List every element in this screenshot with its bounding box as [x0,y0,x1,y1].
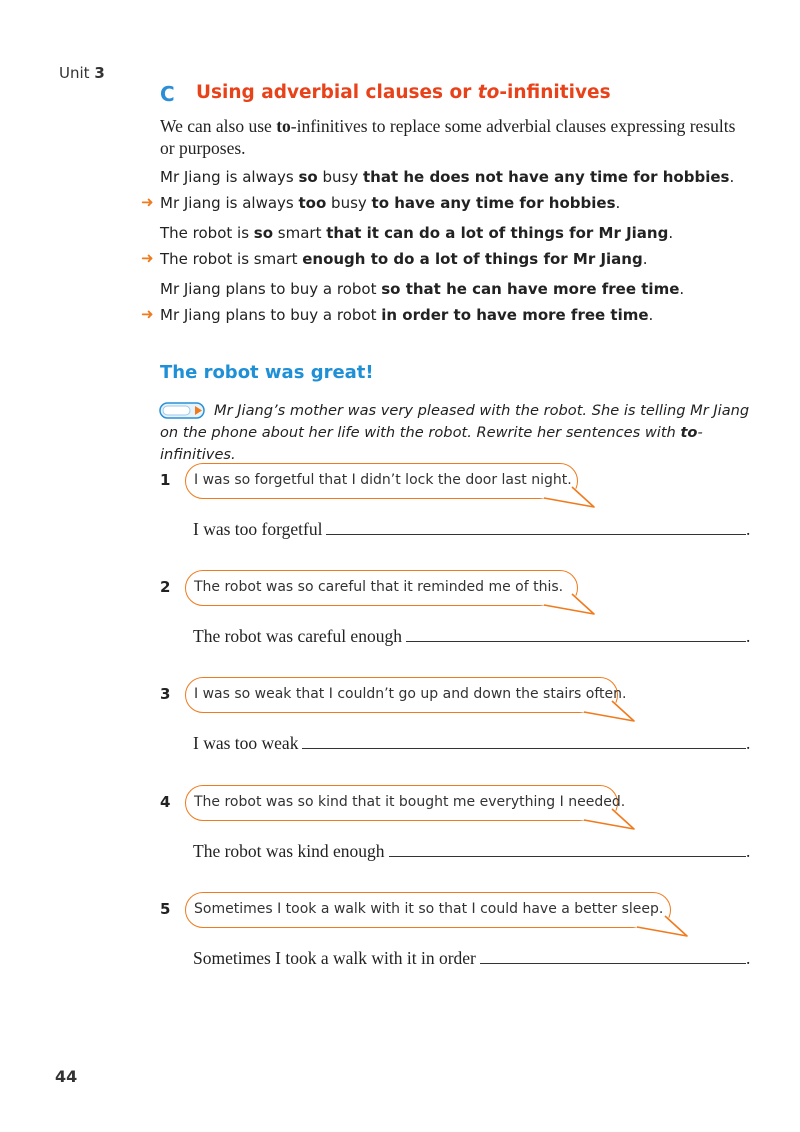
speech-bubble-tail [578,697,648,727]
answer-blank-input[interactable] [406,627,746,642]
answer-end: . [746,733,751,753]
example-bold-part: that it can do a lot of things for Mr Jiang [326,224,669,242]
speech-bubble-tail [631,912,701,942]
example-part: busy [317,168,363,186]
answer-line [193,841,750,862]
answer-end: . [746,948,751,968]
example-sentence [160,194,620,212]
unit-number: 3 [94,64,105,82]
answer-end: . [746,519,751,539]
speech-bubble: The robot was so kind that it bought me everything I needed. [185,785,618,821]
speech-bubble: Sometimes I took a walk with it so that I could have a better sleep. [185,892,671,928]
answer-stem: I was too weak [193,733,299,753]
answer-line [193,626,750,647]
answer-line [193,948,750,969]
example-part: The robot is [160,224,254,242]
speech-bubble: The robot was so careful that it reminded me of this. [185,570,578,606]
example-bold-part: too [298,194,327,212]
example-bold-part: that he does not have any time for hobbies [363,168,730,186]
example-part: Mr Jiang plans to buy a robot [160,280,382,298]
answer-line [193,519,750,540]
answer-blank-input[interactable] [480,949,746,964]
example-part: smart [273,224,327,242]
example-part: . [668,224,674,242]
example-sentence [160,280,684,298]
example-part: . [729,168,735,186]
example-part: . [679,280,685,298]
instruction-text: Mr Jiang’s mother was very pleased with the robot. She is telling Mr Jiang on the phone about her life with the robot. Rewrite her sentences with to-infinitives. [160,402,750,463]
example-sentence [160,250,648,268]
answer-blank-input[interactable] [326,520,746,535]
answer-stem: The robot was careful enough [193,626,402,646]
example-bold-part: so that he can have more free time [381,280,680,298]
answer-stem: I was too forgetful [193,519,323,539]
answer-blank-input[interactable] [302,734,746,749]
question-number: 3 [160,685,171,703]
example-sentence [160,168,734,186]
example-bold-part: to have any time for hobbies [371,194,616,212]
example-part: Mr Jiang is always [160,194,299,212]
speech-bubble: I was so forgetful that I didn’t lock the door last night. [185,463,578,499]
speech-bubble: I was so weak that I couldn’t go up and down the stairs often. [185,677,618,713]
page-number: 44 [55,1067,78,1086]
answer-end: . [746,626,751,646]
arrow-icon: ➜ [141,249,154,267]
activity-title: The robot was great! [160,362,374,383]
unit-label: Unit 3 [59,64,105,82]
example-bold-part: so [253,224,274,242]
example-bold-part: so [298,168,318,186]
answer-stem: The robot was kind enough [193,841,385,861]
example-part: . [642,250,648,268]
question-number: 4 [160,793,171,811]
intro-text: We can also use to-infinitives to replace some adverbial clauses expressing results or purposes. [160,116,736,158]
example-part: . [648,306,654,324]
speech-bubble-tail [538,483,608,513]
arrow-icon: ➜ [141,193,154,211]
example-sentence [160,224,673,242]
example-bold-part: in order to have more free time [381,306,649,324]
question-number: 5 [160,900,171,918]
arrow-icon: ➜ [141,305,154,323]
question-number: 2 [160,578,171,596]
example-part: Mr Jiang plans to buy a robot [160,306,382,324]
answer-end: . [746,841,751,861]
example-bold-part: enough to do a lot of things for Mr Jiang [302,250,643,268]
question-number: 1 [160,471,171,489]
answer-blank-input[interactable] [389,842,747,857]
speech-bubble-tail [578,805,648,835]
example-part: The robot is smart [160,250,303,268]
speech-bubble-tail [538,590,608,620]
answer-stem: Sometimes I took a walk with it in order [193,948,476,968]
example-sentence [160,306,653,324]
section-title: Using adverbial clauses or to-infinitives [196,82,611,103]
example-part: Mr Jiang is always [160,168,299,186]
section-letter: C [160,82,175,106]
answer-line [193,733,750,754]
example-part: busy [326,194,372,212]
example-part: . [615,194,621,212]
